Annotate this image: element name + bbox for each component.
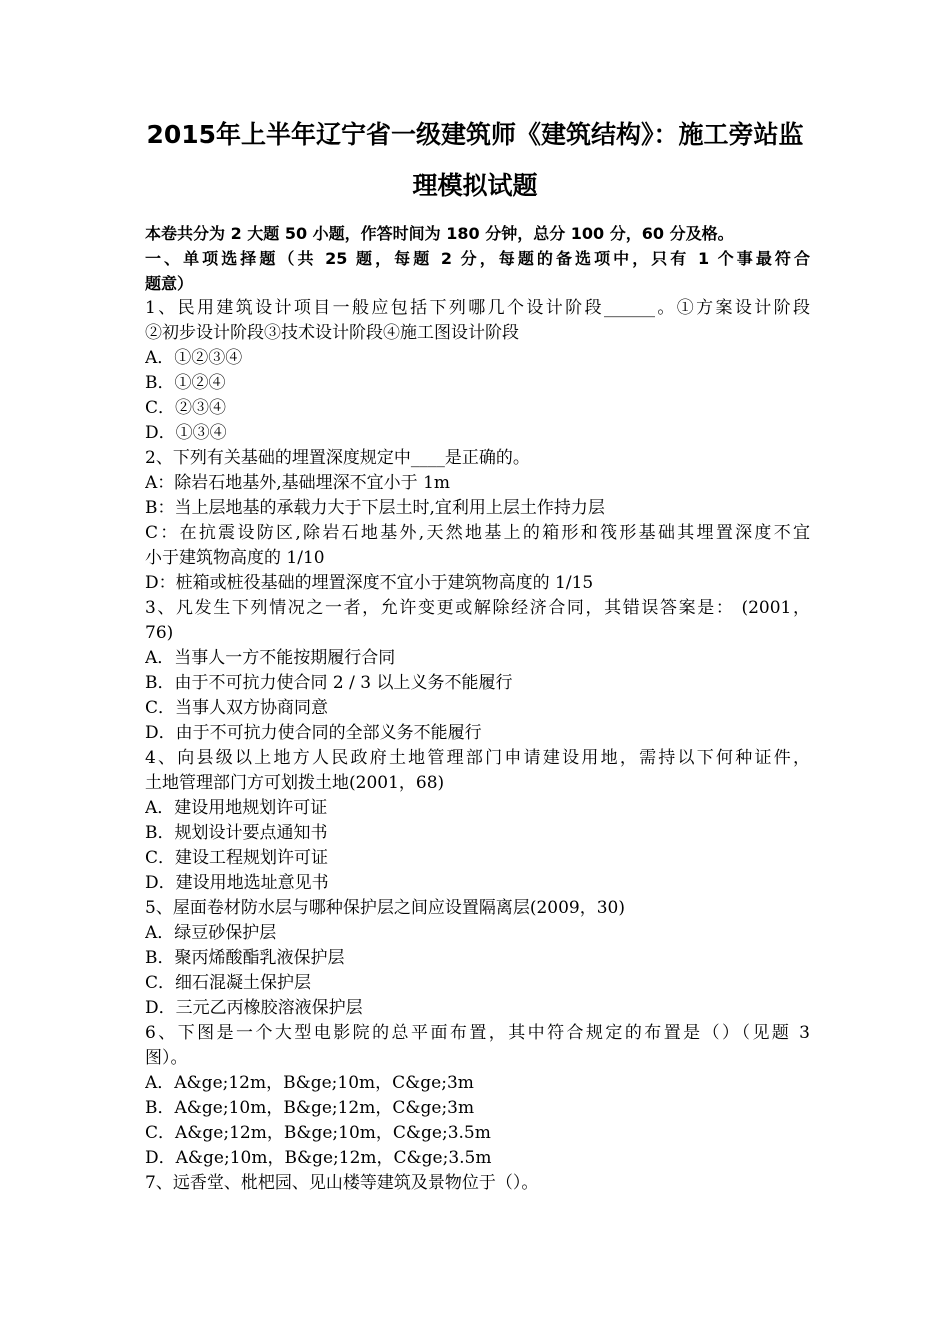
question-6 <box>145 1021 810 1171</box>
answer-option: C．A&ge;12m，B&ge;10m，C&ge;3.5m <box>145 1123 491 1143</box>
answer-option: D．由于不可抗力使合同的全部义务不能履行 <box>145 723 482 743</box>
answer-option: B．由于不可抗力使合同 2 / 3 以上义务不能履行 <box>145 673 513 693</box>
section-heading-line-1: 一、单项选择题（共 25 题，每题 2 分，每题的备选项中，只有 1 个事最符合 <box>145 249 810 268</box>
question-5 <box>145 896 810 1021</box>
answer-option: A：除岩石地基外,基础埋深不宜小于 1m <box>145 473 451 493</box>
question-stem: 3、凡发生下列情况之一者，允许变更或解除经济合同，其错误答案是： (2001， <box>145 598 810 618</box>
answer-option: C：在抗震设防区,除岩石地基外,天然地基上的箱形和筏形基础其埋置深度不宜 <box>145 523 810 543</box>
answer-option: D：桩箱或桩役基础的埋置深度不宜小于建筑物高度的 1/15 <box>145 573 594 593</box>
question-2 <box>145 446 810 596</box>
question-4 <box>145 746 810 896</box>
question-stem: 6、下图是一个大型电影院的总平面布置，其中符合规定的布置是（）（见题 3 <box>145 1023 810 1043</box>
answer-option: B．规划设计要点通知书 <box>145 823 328 843</box>
answer-option: C．细石混凝土保护层 <box>145 973 312 993</box>
question-stem: 土地管理部门方可划拨土地(2001，68) <box>145 773 445 793</box>
question-stem: 图）。 <box>145 1048 188 1068</box>
question-stem: 4、向县级以上地方人民政府土地管理部门申请建设用地，需持以下何种证件， <box>145 748 810 768</box>
answer-option: D．建设用地选址意见书 <box>145 873 329 893</box>
document-title-line-1: 2015年上半年辽宁省一级建筑师《建筑结构》：施工旁站监 <box>146 120 804 149</box>
answer-option: A．当事人一方不能按期履行合同 <box>145 648 396 668</box>
answer-option-continued: 小于建筑物高度的 1/10 <box>145 548 325 568</box>
answer-option: A．绿豆砂保护层 <box>145 923 277 943</box>
answer-option: C．建设工程规划许可证 <box>145 848 329 868</box>
question-stem: 5、屋面卷材防水层与哪种保护层之间应设置隔离层(2009，30) <box>145 898 625 918</box>
answer-option: D．三元乙丙橡胶溶液保护层 <box>145 998 363 1018</box>
answer-option: A．A&ge;12m，B&ge;10m，C&ge;3m <box>145 1073 474 1093</box>
question-3 <box>145 596 810 746</box>
document-title-line-2: 理模拟试题 <box>412 171 538 200</box>
answer-option: D．A&ge;10m，B&ge;12m，C&ge;3.5m <box>145 1148 492 1168</box>
question-stem: 76) <box>145 623 174 643</box>
answer-option: B．聚丙烯酸酯乳液保护层 <box>145 948 345 968</box>
question-stem: 2、下列有关基础的埋置深度规定中____是正确的。 <box>145 448 530 468</box>
answer-option: B．①②④ <box>145 373 226 393</box>
question-stem: 7、远香堂、枇杷园、见山楼等建筑及景物位于（）。 <box>145 1173 539 1193</box>
answer-option: C．②③④ <box>145 398 227 418</box>
exam-intro: 本卷共分为 2 大题 50 小题，作答时间为 180 分钟，总分 100 分，60 分及格。 <box>145 224 734 243</box>
answer-option: A．①②③④ <box>145 348 243 368</box>
answer-option: A．建设用地规划许可证 <box>145 798 328 818</box>
answer-option: C．当事人双方协商同意 <box>145 698 329 718</box>
question-1 <box>145 296 810 446</box>
document-body <box>145 221 810 1196</box>
question-7 <box>145 1171 810 1196</box>
question-stem: 1、民用建筑设计项目一般应包括下列哪几个设计阶段______。①方案设计阶段 <box>145 298 810 318</box>
answer-option: D．①③④ <box>145 423 227 443</box>
section-heading-line-2: 题意） <box>145 274 194 293</box>
answer-option: B．A&ge;10m，B&ge;12m，C&ge;3m <box>145 1098 475 1118</box>
answer-option: B：当上层地基的承载力大于下层土时,宜利用上层土作持力层 <box>145 498 605 518</box>
question-stem: ②初步设计阶段③技术设计阶段④施工图设计阶段 <box>145 323 519 343</box>
